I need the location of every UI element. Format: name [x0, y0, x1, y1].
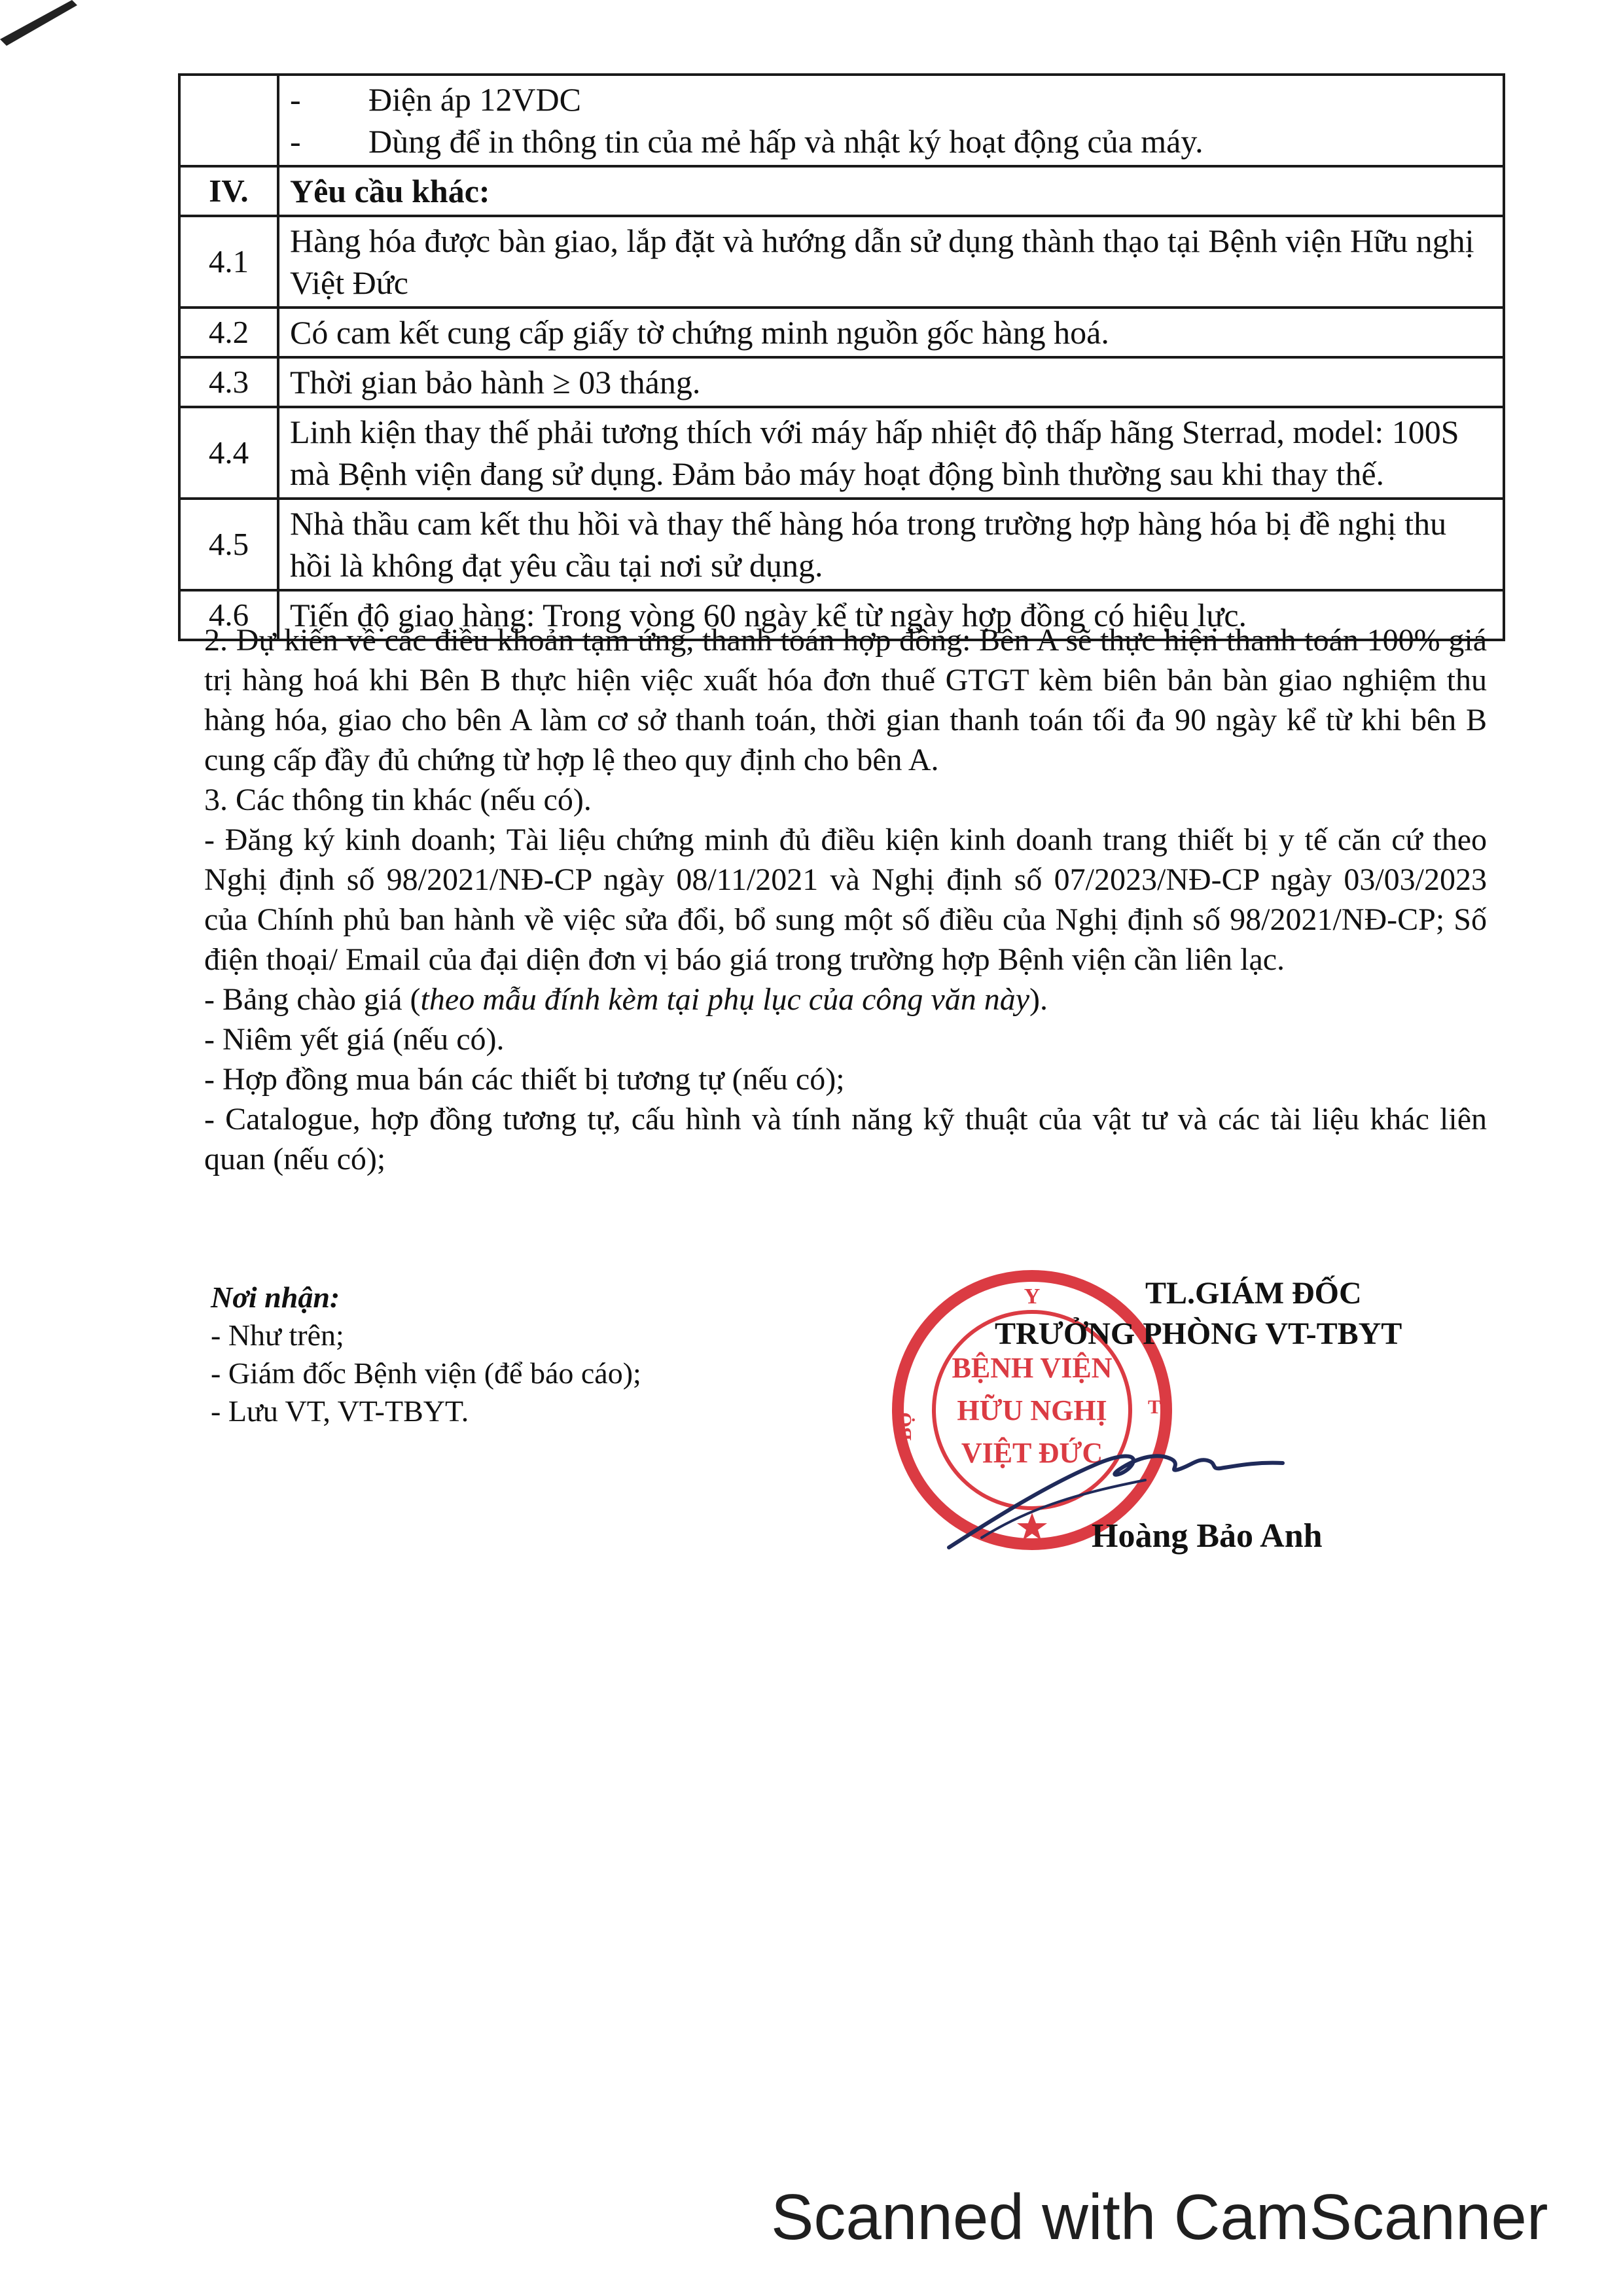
contracts-line: - Hợp đồng mua bán các thiết bị tương tự (nếu có);	[204, 1062, 845, 1097]
signer-name: Hoàng Bảo Anh	[1092, 1517, 1323, 1555]
recipient-item: - Lưu VT, VT-TBYT.	[211, 1394, 469, 1428]
list-item: - Điện áp 12VDC	[290, 79, 1492, 120]
registration-paragraph: - Đăng ký kinh doanh; Tài liệu chứng minh đủ điều kiện kinh doanh trang thiết bị y tế căn cứ theo Nghị định số 98/2021/NĐ-CP ngày 08/11/2021 và Nghị định số 07/2023/NĐ-CP ngày 03/03/2023 của Chính phủ ban hành về việc sửa đổi, bổ sung một số điều của Nghị định số 98/2021/NĐ-CP; Số điện thoại/ Email của đại diện đơn vị báo giá trong trường hợp Bệnh viện cần liên lạc.	[204, 822, 1487, 977]
catalogue-line: - Catalogue, hợp đồng tương tự, cấu hình và tính năng kỹ thuật của vật tư và các tài liệu khác liên quan (nếu có);	[204, 1102, 1487, 1176]
camscanner-watermark: Scanned with CamScanner	[771, 2181, 1548, 2253]
row-number: 4.5	[179, 499, 278, 590]
row-number-empty	[179, 75, 278, 166]
recipient-item: - Giám đốc Bệnh viện (để báo cáo);	[211, 1356, 641, 1390]
item-text: Điện áp 12VDC	[368, 81, 581, 118]
body-text	[204, 620, 1487, 1179]
top-items-cell	[278, 75, 1504, 166]
stamp-line-2: HỮU NGHỊ	[957, 1394, 1107, 1426]
scan-corner-mark	[0, 0, 85, 59]
row-number: 4.6	[179, 590, 278, 640]
table-row	[179, 216, 1504, 308]
stamp-line-3: VIỆT ĐỨC	[961, 1437, 1103, 1469]
row-text: Nhà thầu cam kết thu hồi và thay thế hàng hóa trong trường hợp hàng hóa bị đề nghị thu hồi là không đạt yêu cầu tại nơi sử dụng.	[278, 499, 1504, 590]
table-row	[179, 499, 1504, 590]
row-text: Hàng hóa được bàn giao, lắp đặt và hướng dẫn sử dụng thành thạo tại Bệnh viện Hữu nghị Việt Đức	[278, 216, 1504, 308]
row-number: 4.3	[179, 357, 278, 407]
row-text: Thời gian bảo hành ≥ 03 tháng.	[278, 357, 1504, 407]
section-title: Yêu cầu khác:	[278, 166, 1504, 216]
recipients-block	[211, 1279, 641, 1430]
row-text: Tiến độ giao hàng: Trong vòng 60 ngày kể từ ngày hợp đồng có hiệu lực.	[278, 590, 1504, 640]
row-text: Linh kiện thay thế phải tương thích với máy hấp nhiệt độ thấp hãng Sterrad, model: 100S mà Bệnh viện đang sử dụng. Đảm bảo máy hoạt động bình thường sau khi thay thế.	[278, 407, 1504, 499]
list-price-line: - Niêm yết giá (nếu có).	[204, 1022, 505, 1057]
section-number: IV.	[179, 166, 278, 216]
other-info-heading: 3. Các thông tin khác (nếu có).	[204, 783, 592, 817]
stamp-rim-right: T	[1147, 1396, 1162, 1418]
list-item: - Dùng để in thông tin của mẻ hấp và nhật ký hoạt động của máy.	[290, 120, 1492, 162]
quote-line	[204, 980, 1487, 1019]
requirements-table	[178, 73, 1505, 641]
row-number: 4.2	[179, 308, 278, 357]
recipient-item: - Như trên;	[211, 1318, 344, 1352]
signature-title-1: TL.GIÁM ĐỐC	[1145, 1276, 1362, 1311]
table-row	[179, 407, 1504, 499]
quote-suffix: ).	[1029, 982, 1048, 1017]
stamp-rim-left: BỘ	[894, 1412, 916, 1441]
stamp-rim-top: Y	[1024, 1284, 1041, 1309]
item-text: Dùng để in thông tin của mẻ hấp và nhật ký hoạt động của máy.	[368, 123, 1204, 160]
row-number: 4.4	[179, 407, 278, 499]
payment-paragraph: 2. Dự kiến về các điều khoản tạm ứng, thanh toán hợp đồng: Bên A sẽ thực hiện thanh toán 100% giá trị hàng hoá khi Bên B thực hiện việc xuất hóa đơn thuế GTGT kèm biên bản bàn giao nghiệm thu hàng hóa, giao cho bên A làm cơ sở thanh toán, thời gian thanh toán tối đa 90 ngày kể từ khi bên B cung cấp đầy đủ chứng từ hợp lệ theo quy định cho bên A.	[204, 623, 1487, 777]
row-number: 4.1	[179, 216, 278, 308]
stamp-line-1: BỆNH VIỆN	[952, 1352, 1113, 1384]
section-header-row	[179, 166, 1504, 216]
row-text: Có cam kết cung cấp giấy tờ chứng minh nguồn gốc hàng hoá.	[278, 308, 1504, 357]
table-row	[179, 308, 1504, 357]
quote-prefix: - Bảng chào giá (	[204, 982, 421, 1017]
signature-title-2: TRƯỞNG PHÒNG VT-TBYT	[995, 1316, 1402, 1351]
table-row	[179, 357, 1504, 407]
recipients-title: Nơi nhận:	[211, 1280, 340, 1314]
table-row	[179, 75, 1504, 166]
quote-italic: theo mẫu đính kèm tại phụ lục của công văn này	[420, 982, 1029, 1017]
